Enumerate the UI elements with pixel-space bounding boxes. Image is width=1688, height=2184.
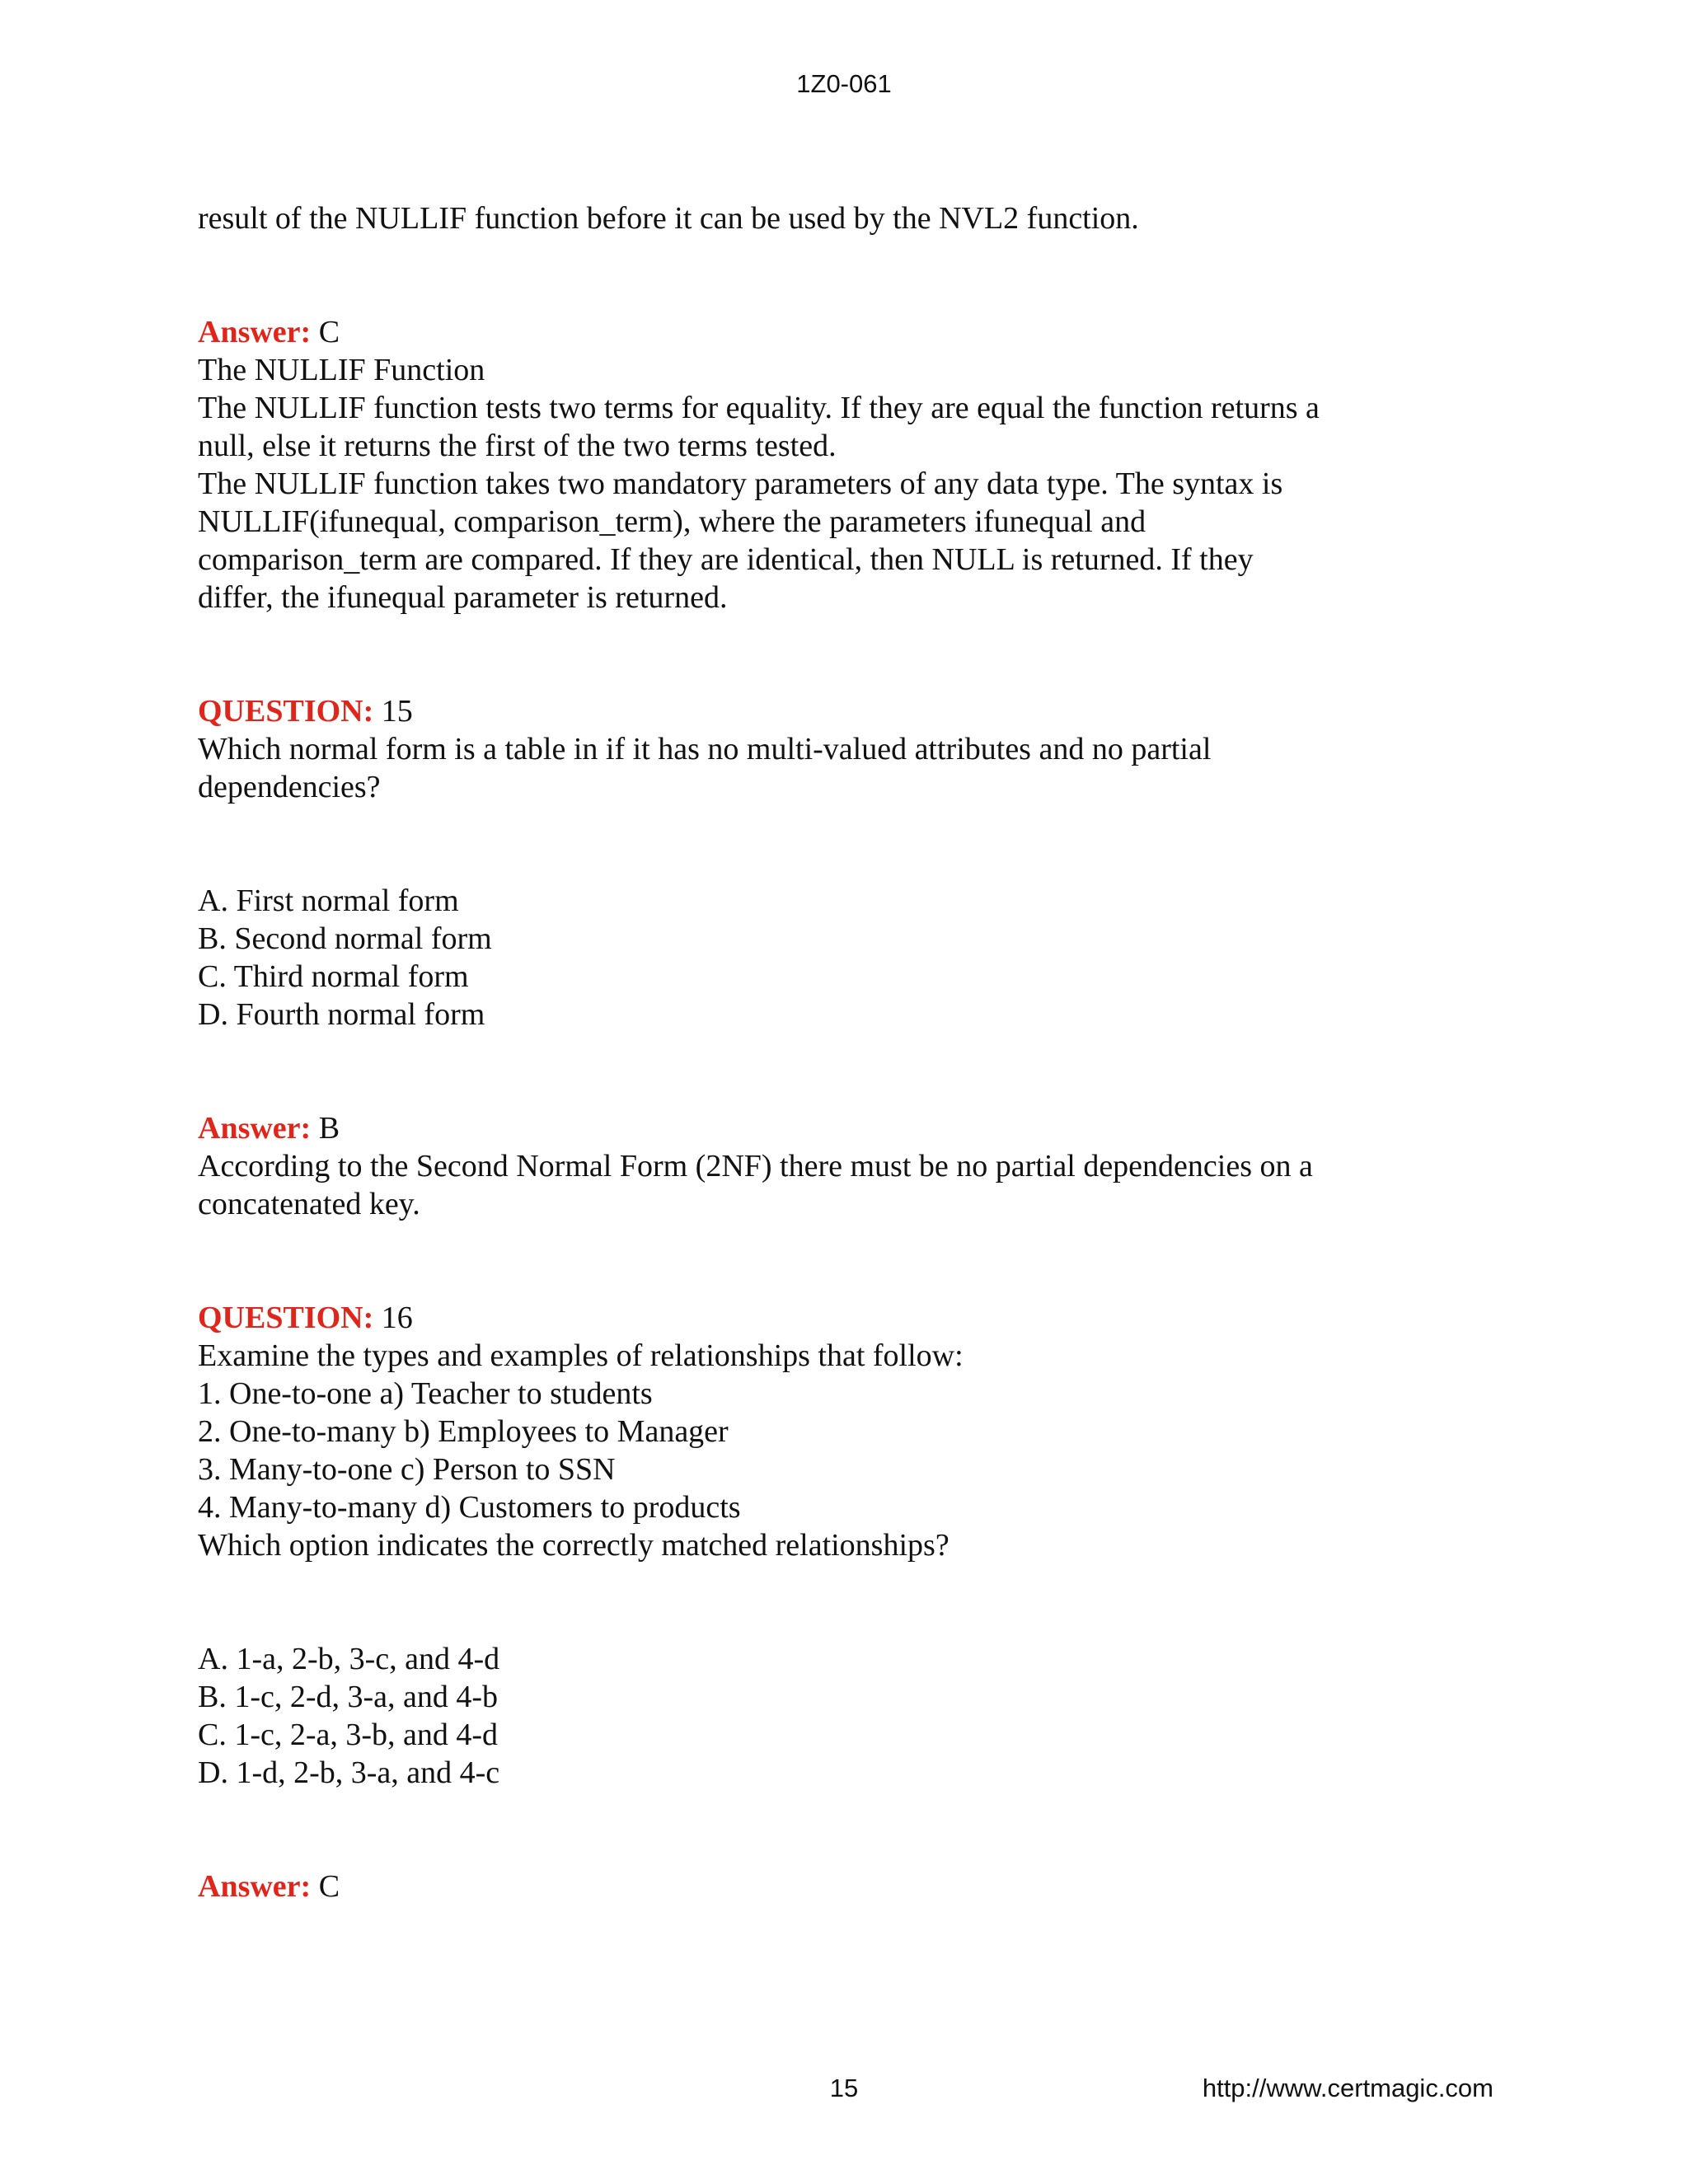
page-number: 15 [829,2074,859,2102]
document-body [198,199,1484,1905]
footer-url: http://www.certmagic.com [1202,2074,1493,2102]
option-b: B. Second normal form [198,921,492,956]
question-text-line: 3. Many-to-one c) Person to SSN [198,1452,616,1487]
option-d: D. Fourth normal form [198,997,485,1032]
answer-label: Answer: [198,1869,312,1904]
explanation-line: differ, the ifunequal parameter is returned. [198,580,728,615]
question-text-line: 4. Many-to-many d) Customers to products [198,1490,741,1525]
answer-line-3 [198,1868,1484,1905]
answer-line-1 [198,313,1484,351]
option-b: B. 1-c, 2-d, 3-a, and 4-b [198,1680,499,1714]
explanation-line: NULLIF(ifunequal, comparison_term), where the parameters ifunequal and [198,504,1146,539]
answer-label: Answer: [198,1111,312,1146]
answer-value: B [318,1111,340,1146]
question-block-16 [198,1299,1484,1792]
option-a: A. First normal form [198,883,459,918]
question-text-line: Which option indicates the correctly matched relationships? [198,1528,950,1563]
explanation-line: null, else it returns the first of the two terms tested. [198,429,837,463]
option-c: C. 1-c, 2-a, 3-b, and 4-d [198,1718,499,1752]
page-header-code: 1Z0-061 [796,69,892,98]
question-text-line: dependencies? [198,770,381,804]
explanation-line: comparison_term are compared. If they are identical, then NULL is returned. If they [198,542,1254,577]
question-label: QUESTION: [198,1301,374,1335]
explanation-line: The NULLIF Function [198,353,485,387]
answer-block-3 [198,1868,1484,1905]
option-c: C. Third normal form [198,959,469,994]
explanation-line: The NULLIF function takes two mandatory parameters of any data type. The syntax is [198,466,1283,501]
answer-value: C [318,1869,340,1904]
explanation-line: concatenated key. [198,1187,420,1221]
explanation-line: According to the Second Normal Form (2NF) there must be no partial dependencies on a [198,1149,1313,1183]
question-block-15 [198,692,1484,1033]
question-text-line: 1. One-to-one a) Teacher to students [198,1376,653,1411]
question-label: QUESTION: [198,694,374,729]
question-heading [198,1299,1484,1337]
question-text-line: Examine the types and examples of relationships that follow: [198,1338,964,1373]
question-number: 15 [381,694,413,729]
question-text-line: 2. One-to-many b) Employees to Manager [198,1414,729,1449]
answer-block-2 [198,1109,1484,1223]
question-heading [198,692,1484,730]
answer-block-1 [198,313,1484,616]
answer-value: C [318,315,340,349]
answer-label: Answer: [198,315,312,349]
answer-line-2 [198,1109,1484,1147]
explanation-line: The NULLIF function tests two terms for equality. If they are equal the function returns a [198,391,1320,425]
question-number: 16 [381,1301,413,1335]
intro-text: result of the NULLIF function before it can be used by the NVL2 function. [198,201,1139,236]
question-text-line: Which normal form is a table in if it has no multi-valued attributes and no partial [198,732,1212,766]
option-a: A. 1-a, 2-b, 3-c, and 4-d [198,1642,500,1676]
option-d: D. 1-d, 2-b, 3-a, and 4-c [198,1755,500,1790]
